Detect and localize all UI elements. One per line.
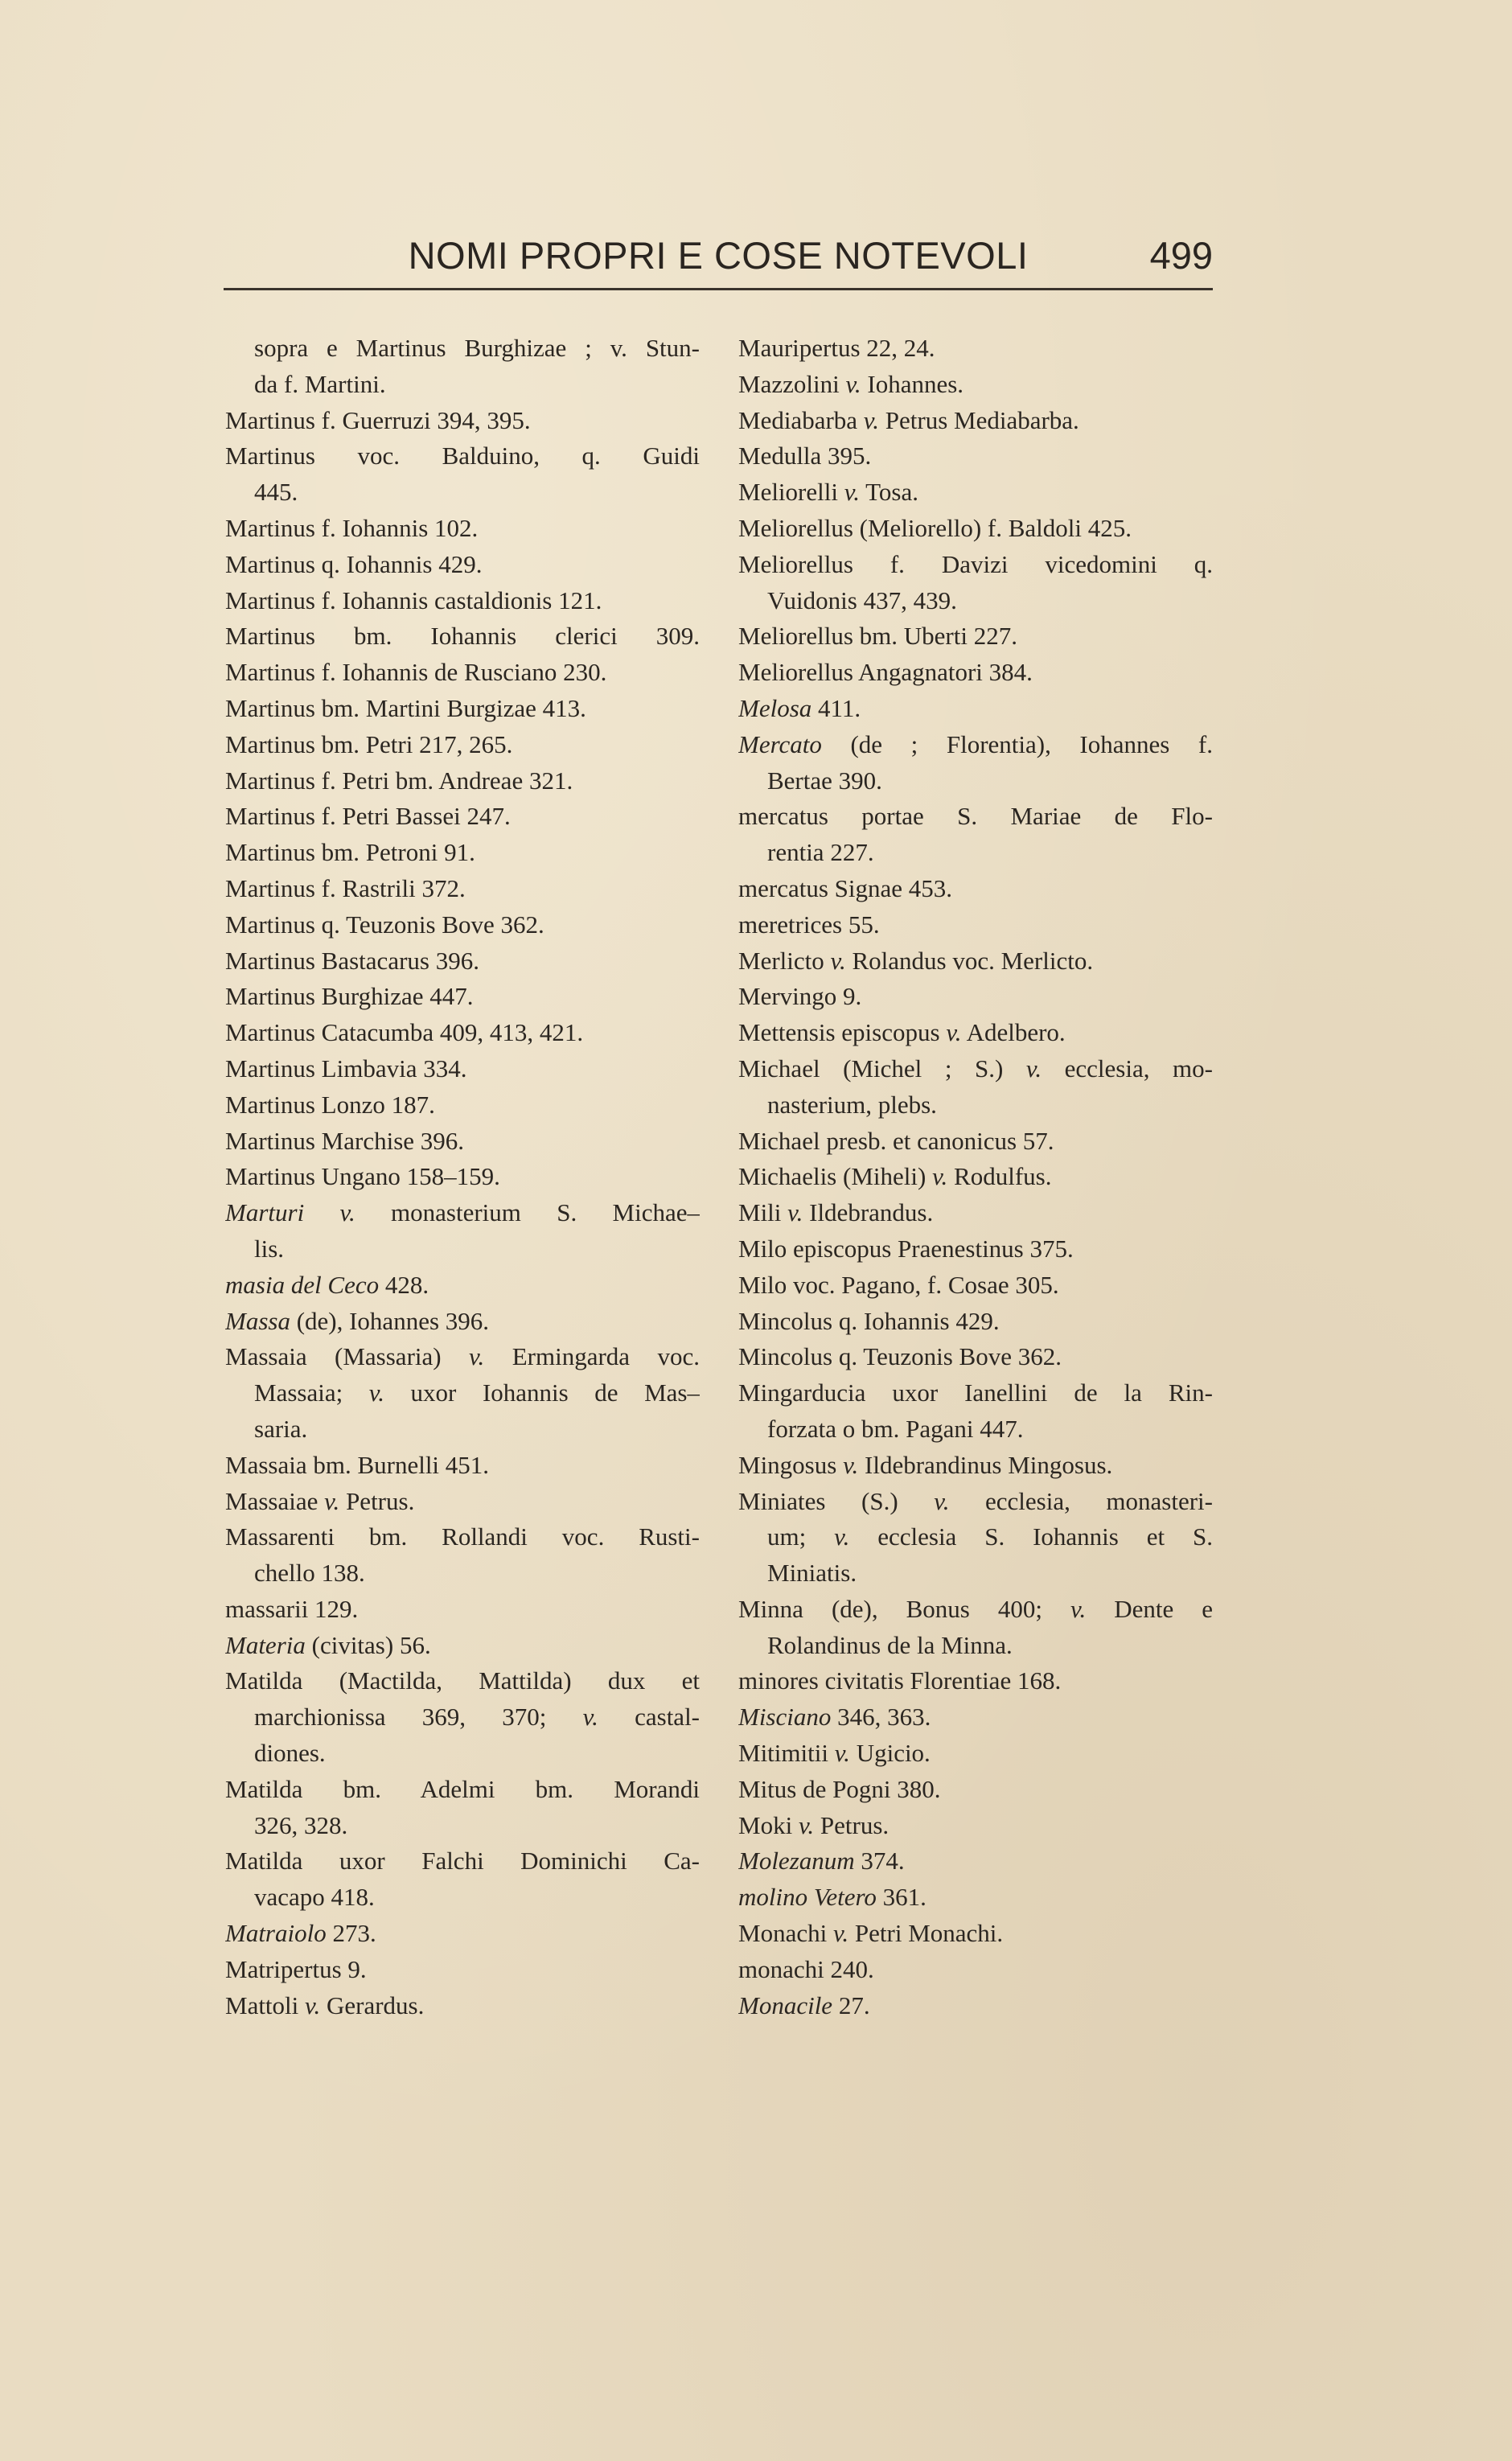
- text-segment: Dente e: [1086, 1594, 1213, 1623]
- text-segment: Mingosus: [738, 1450, 844, 1479]
- index-entry-line: Mervingo 9.: [738, 982, 862, 1011]
- index-entry-line: [738, 1988, 1213, 2024]
- index-entry-line: Mingarducia uxor Ianellini de la Rin-: [738, 1378, 1213, 1407]
- index-entry-line: [738, 1015, 1213, 1051]
- text-segment: Ermingarda voc.: [484, 1342, 700, 1371]
- text-segment: 374.: [854, 1847, 905, 1876]
- index-entry-line: [225, 1484, 700, 1520]
- text-segment: ecclesia, mo-: [1042, 1054, 1213, 1083]
- index-entry-line: [738, 1592, 1213, 1628]
- index-entry-continuation: chello 138.: [254, 1559, 365, 1588]
- index-entry-line: [738, 943, 1213, 980]
- index-entry-continuation: Vuidonis 437, 439.: [767, 585, 957, 614]
- italic-text: Matraiolo: [225, 1919, 327, 1948]
- text-segment: Miniates (S.): [738, 1486, 935, 1515]
- text-segment: ecclesia, monasteri-: [949, 1486, 1213, 1515]
- text-segment: Mili: [738, 1198, 788, 1227]
- italic-text: v.: [582, 1703, 598, 1732]
- text-segment: Mattoli: [225, 1991, 306, 2019]
- text-segment: Mitimitii: [738, 1739, 835, 1768]
- text-segment: Michael (Michel ; S.): [738, 1054, 1026, 1083]
- index-entry-line: [738, 1159, 1213, 1195]
- index-entry-line: [738, 403, 1213, 439]
- index-entry-line: meretrices 55.: [738, 910, 880, 939]
- index-entry-line: Matilda uxor Falchi Dominichi Ca-: [225, 1847, 700, 1876]
- italic-text: Molezanum: [738, 1847, 855, 1876]
- text-segment: uxor Iohannis de Mas–: [384, 1378, 700, 1407]
- italic-text: v.: [843, 1450, 859, 1479]
- italic-text: Massa: [225, 1306, 290, 1335]
- text-segment: Gerardus.: [320, 1991, 425, 2019]
- index-entry-line: [225, 1339, 700, 1375]
- index-entry-continuation: rentia 227.: [767, 838, 874, 867]
- index-entry-line: Martinus bm. Petri 217, 265.: [225, 729, 513, 758]
- index-entry-continuation: da f. Martini.: [254, 369, 386, 398]
- index-entry-line: mercatus portae S. Mariae de Flo-: [738, 802, 1213, 831]
- index-entry-line: Mitus de Pogni 380.: [738, 1774, 941, 1803]
- text-segment: Petrus Mediabarba.: [879, 405, 1079, 434]
- text-segment: Ildebrandinus Mingosus.: [858, 1450, 1113, 1479]
- index-entry-continuation: saria.: [254, 1414, 308, 1443]
- italic-text: Monacile: [738, 1991, 833, 2019]
- index-entry-line: Meliorellus f. Davizi vicedomini q.: [738, 549, 1213, 578]
- text-segment: Petri Monachi.: [848, 1919, 1004, 1948]
- index-entry-continuation: [225, 1699, 700, 1736]
- index-entry-line: monachi 240.: [738, 1954, 874, 1983]
- index-entry-line: [225, 1916, 700, 1952]
- index-entry-line: Meliorellus (Meliorello) f. Baldoli 425.: [738, 513, 1132, 542]
- italic-text: Marturi: [225, 1198, 305, 1227]
- italic-text: v.: [932, 1162, 948, 1191]
- text-segment: Minna (de), Bonus 400;: [738, 1594, 1070, 1623]
- text-segment: Massaiae: [225, 1486, 325, 1515]
- index-entry-line: Massaia bm. Burnelli 451.: [225, 1450, 490, 1479]
- index-entry-continuation: vacapo 418.: [254, 1883, 375, 1912]
- text-segment: Ildebrandus.: [803, 1198, 934, 1227]
- italic-text: v.: [863, 405, 880, 434]
- header-rule: [224, 288, 1213, 290]
- index-entry-line: Martinus f. Petri bm. Andreae 321.: [225, 766, 573, 795]
- index-entry-continuation: Bertae 390.: [767, 766, 882, 795]
- index-entry-line: Martinus f. Petri Bassei 247.: [225, 802, 511, 831]
- text-segment: [304, 1198, 339, 1226]
- index-entry-line: Martinus f. Iohannis castaldionis 121.: [225, 585, 602, 614]
- italic-text: v.: [934, 1486, 950, 1515]
- index-entry-line: [738, 1699, 1213, 1736]
- index-entry-line: [225, 1988, 700, 2024]
- index-entry-continuation: sopra e Martinus Burghizae ; v. Stun-: [254, 334, 700, 362]
- text-segment: Adelbero.: [961, 1018, 1066, 1047]
- italic-text: v.: [845, 369, 861, 398]
- index-entry-line: [738, 475, 1213, 511]
- italic-text: v.: [787, 1198, 803, 1227]
- index-entry-continuation: [738, 1519, 1213, 1555]
- text-segment: Rodulfus.: [947, 1162, 1052, 1191]
- index-entry-continuation: Rolandinus de la Minna.: [767, 1630, 1013, 1659]
- text-segment: Petrus.: [339, 1486, 415, 1515]
- index-entry-continuation: 326, 328.: [254, 1810, 348, 1839]
- text-segment: Rolandus voc. Merlicto.: [845, 946, 1094, 975]
- index-entry-line: Mauripertus 22, 24.: [738, 334, 935, 362]
- index-entry-line: Meliorellus bm. Uberti 227.: [738, 622, 1017, 651]
- italic-text: v.: [305, 1991, 321, 2019]
- index-entry-line: Martinus q. Iohannis 429.: [225, 549, 483, 578]
- text-segment: marchionissa 369, 370;: [254, 1703, 583, 1732]
- italic-text: masia del Ceco: [225, 1270, 380, 1299]
- index-entry-line: Martinus q. Teuzonis Bove 362.: [225, 910, 544, 939]
- index-entry-line: [738, 1484, 1213, 1520]
- italic-text: Melosa: [738, 693, 812, 722]
- text-segment: Moki: [738, 1810, 799, 1839]
- index-entry-line: Martinus Bastacarus 396.: [225, 946, 479, 975]
- index-entry-line: [225, 1195, 700, 1231]
- index-entry-line: Martinus Marchise 396.: [225, 1126, 465, 1155]
- text-segment: (de), Iohannes 396.: [290, 1306, 490, 1335]
- index-entry-continuation: 445.: [254, 478, 298, 507]
- text-segment: Mediabarba: [738, 405, 864, 434]
- italic-text: molino Vetero: [738, 1883, 877, 1912]
- index-entry-line: [738, 1843, 1213, 1880]
- text-segment: 411.: [811, 693, 861, 722]
- italic-text: v.: [1025, 1054, 1042, 1083]
- index-entry-line: [225, 1304, 700, 1340]
- index-entry-line: Martinus voc. Balduino, q. Guidi: [225, 442, 700, 470]
- index-entry-line: massarii 129.: [225, 1594, 359, 1623]
- index-entry-line: mercatus Signae 453.: [738, 873, 953, 902]
- index-entry-line: Martinus f. Guerruzi 394, 395.: [225, 405, 531, 434]
- index-entry-line: Martinus f. Rastrili 372.: [225, 873, 466, 902]
- index-entry-line: Mincolus q. Teuzonis Bove 362.: [738, 1342, 1062, 1371]
- index-entry-line: Michael presb. et canonicus 57.: [738, 1126, 1054, 1155]
- index-entry-line: [738, 367, 1213, 403]
- text-segment: Monachi: [738, 1919, 833, 1948]
- text-segment: Iohannes.: [861, 369, 964, 398]
- index-entry-line: Medulla 395.: [738, 442, 872, 470]
- index-entry-line: Martinus f. Iohannis de Rusciano 230.: [225, 658, 607, 687]
- index-entry-line: [225, 1628, 700, 1664]
- index-entry-line: Matilda (Mactilda, Mattilda) dux et: [225, 1666, 700, 1695]
- index-entry-line: [738, 691, 1213, 727]
- index-entry-continuation: forzata o bm. Pagani 447.: [767, 1414, 1024, 1443]
- index-entry-continuation: Miniatis.: [767, 1559, 857, 1588]
- text-segment: castal-: [598, 1703, 700, 1732]
- index-entry-line: Martinus f. Iohannis 102.: [225, 513, 479, 542]
- text-segment: monasterium S. Michae–: [355, 1198, 700, 1227]
- italic-text: v.: [339, 1198, 355, 1227]
- italic-text: Materia: [225, 1630, 306, 1659]
- page-number: 499: [1149, 234, 1213, 277]
- italic-text: Misciano: [738, 1703, 832, 1732]
- index-entry-line: Massarenti bm. Rollandi voc. Rusti-: [225, 1522, 700, 1551]
- index-entry-line: [738, 1916, 1213, 1952]
- text-segment: 273.: [326, 1919, 376, 1948]
- text-segment: 27.: [832, 1991, 870, 2019]
- index-entry-line: [738, 1808, 1213, 1844]
- index-entry-line: Milo episcopus Praenestinus 375.: [738, 1234, 1074, 1263]
- italic-text: v.: [368, 1378, 384, 1407]
- index-entry-line: [738, 1051, 1213, 1087]
- text-segment: (civitas) 56.: [305, 1630, 431, 1659]
- index-entry-line: minores civitatis Florentiae 168.: [738, 1666, 1062, 1695]
- index-entry-line: Martinus Catacumba 409, 413, 421.: [225, 1018, 584, 1047]
- text-segment: Ugicio.: [849, 1739, 931, 1768]
- index-column-left: [225, 331, 700, 2023]
- text-segment: ecclesia S. Iohannis et S.: [849, 1522, 1213, 1551]
- italic-text: v.: [834, 1739, 850, 1768]
- text-segment: 428.: [379, 1270, 429, 1299]
- index-entry-line: Matripertus 9.: [225, 1954, 367, 1983]
- index-entry-line: Milo voc. Pagano, f. Cosae 305.: [738, 1270, 1059, 1299]
- text-segment: Massaia (Massaria): [225, 1342, 470, 1371]
- text-segment: Massaia;: [254, 1378, 369, 1407]
- italic-text: v.: [832, 1919, 849, 1948]
- index-entry-line: [738, 1880, 1213, 1916]
- italic-text: v.: [844, 478, 860, 507]
- index-entry-line: [738, 727, 1213, 763]
- index-entry-line: Matilda bm. Adelmi bm. Morandi: [225, 1774, 700, 1803]
- index-entry-line: [738, 1736, 1213, 1772]
- italic-text: v.: [469, 1342, 485, 1371]
- index-entry-line: Martinus Burghizae 447.: [225, 982, 474, 1011]
- index-entry-line: Martinus bm. Iohannis clerici 309.: [225, 622, 700, 651]
- text-segment: (de ; Florentia), Iohannes f.: [821, 729, 1213, 758]
- index-entry-line: Martinus bm. Martini Burgizae 413.: [225, 693, 586, 722]
- index-entry-line: Martinus Limbavia 334.: [225, 1054, 467, 1083]
- index-entry-line: Mincolus q. Iohannis 429.: [738, 1306, 1000, 1335]
- page-header: [224, 233, 1213, 291]
- index-entry-line: Martinus Lonzo 187.: [225, 1090, 435, 1119]
- page-title: NOMI PROPRI E COSE NOTEVOLI: [408, 234, 1029, 277]
- italic-text: v.: [798, 1810, 815, 1839]
- text-segment: Merlicto: [738, 946, 831, 975]
- index-entry-line: [738, 1448, 1213, 1484]
- italic-text: Mercato: [738, 729, 822, 758]
- text-segment: Mettensis episcopus: [738, 1018, 947, 1047]
- index-entry-continuation: [225, 1375, 700, 1411]
- index-entry-continuation: lis.: [254, 1234, 285, 1263]
- text-segment: 346, 363.: [831, 1703, 931, 1732]
- text-segment: Meliorelli: [738, 478, 844, 507]
- index-entry-line: Meliorellus Angagnatori 384.: [738, 658, 1033, 687]
- index-entry-continuation: nasterium, plebs.: [767, 1090, 937, 1119]
- italic-text: v.: [1070, 1594, 1087, 1623]
- index-entry-continuation: diones.: [254, 1739, 326, 1768]
- index-entry-line: Martinus Ungano 158–159.: [225, 1162, 500, 1191]
- index-entry-line: Martinus bm. Petroni 91.: [225, 838, 475, 867]
- index-entry-line: [738, 1195, 1213, 1231]
- text-segment: Petrus.: [814, 1810, 890, 1839]
- index-column-right: [738, 331, 1213, 2023]
- text-segment: um;: [767, 1522, 835, 1551]
- text-segment: Tosa.: [859, 478, 918, 507]
- text-segment: 361.: [876, 1883, 927, 1912]
- italic-text: v.: [830, 946, 846, 975]
- text-segment: Mazzolini: [738, 369, 846, 398]
- index-entry-line: [225, 1267, 700, 1304]
- italic-text: v.: [946, 1018, 962, 1047]
- text-segment: Michaelis (Miheli): [738, 1162, 933, 1191]
- italic-text: v.: [834, 1522, 850, 1551]
- italic-text: v.: [324, 1486, 340, 1515]
